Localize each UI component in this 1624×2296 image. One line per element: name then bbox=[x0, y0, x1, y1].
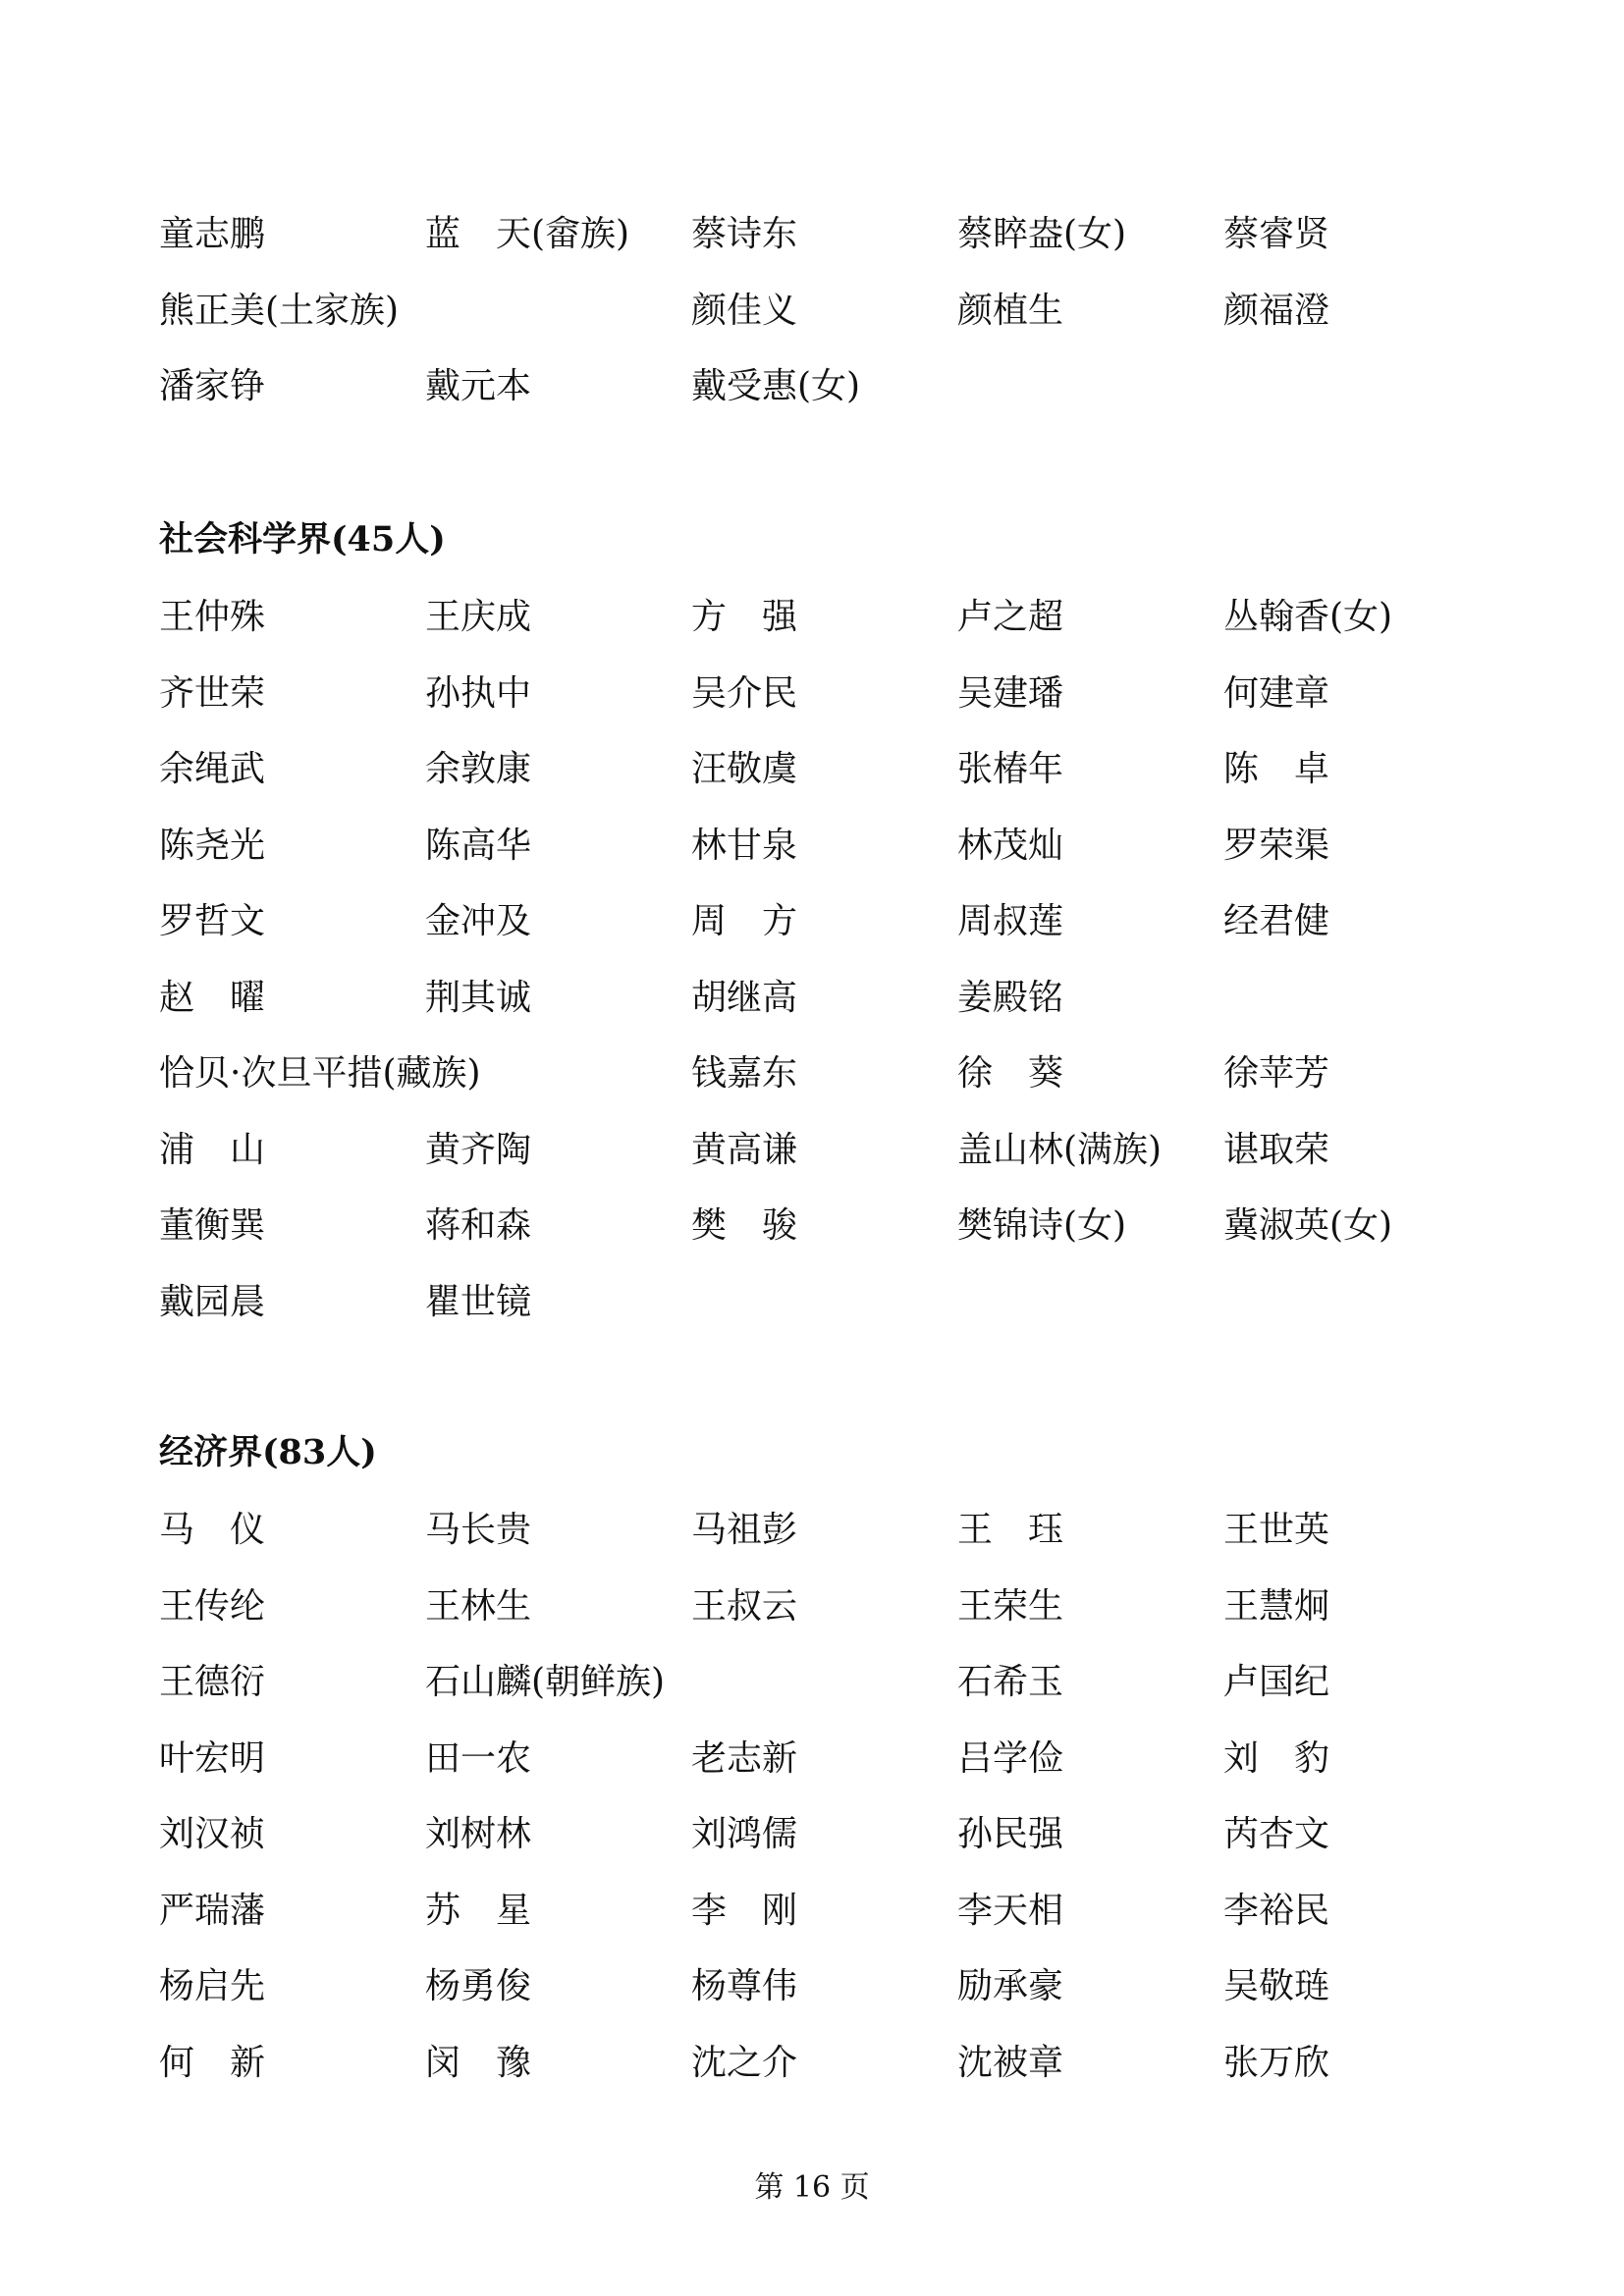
member-name: 谌取荣 bbox=[1223, 1129, 1330, 1170]
name-row bbox=[159, 1586, 1514, 1663]
member-name: 冀淑英(女) bbox=[1223, 1205, 1393, 1246]
member-name: 陈高华 bbox=[425, 825, 532, 866]
member-name: 王庆成 bbox=[425, 597, 532, 637]
member-name: 潘家铮 bbox=[159, 366, 266, 406]
member-name: 浦 山 bbox=[159, 1129, 266, 1170]
member-name: 熊正美(土家族) bbox=[159, 290, 400, 331]
member-name: 吴介民 bbox=[691, 672, 798, 714]
member-name: 沈之介 bbox=[691, 2042, 798, 2083]
member-name: 黄齐陶 bbox=[425, 1129, 532, 1170]
member-name: 王叔云 bbox=[691, 1585, 798, 1627]
member-name: 李 刚 bbox=[691, 1890, 798, 1931]
name-grid bbox=[159, 1510, 1514, 2118]
name-row bbox=[159, 901, 1514, 978]
member-name: 戴元本 bbox=[425, 366, 532, 406]
member-name: 何建章 bbox=[1223, 672, 1330, 714]
member-name: 颜佳义 bbox=[691, 290, 798, 331]
member-name: 蔡睿贤 bbox=[1223, 214, 1330, 254]
member-name: 樊锦诗(女) bbox=[957, 1205, 1127, 1246]
member-name: 石山麟(朝鲜族) bbox=[425, 1662, 666, 1702]
member-name: 丛翰香(女) bbox=[1223, 597, 1393, 637]
member-name: 严瑞藩 bbox=[159, 1890, 266, 1931]
member-name: 刘树林 bbox=[425, 1814, 532, 1854]
member-name: 徐苹芳 bbox=[1223, 1053, 1330, 1094]
member-name: 王荣生 bbox=[957, 1585, 1064, 1627]
member-name: 陈尧光 bbox=[159, 825, 266, 866]
member-name: 盖山林(满族) bbox=[957, 1129, 1163, 1170]
member-name: 蒋和森 bbox=[425, 1205, 532, 1246]
member-name: 胡继高 bbox=[691, 977, 798, 1018]
name-row bbox=[159, 1282, 1514, 1359]
member-name: 沈被章 bbox=[957, 2042, 1064, 2083]
member-name: 荆其诚 bbox=[425, 977, 532, 1018]
member-name: 余绳武 bbox=[159, 749, 266, 789]
member-name: 马 仪 bbox=[159, 1510, 266, 1550]
name-row bbox=[159, 597, 1514, 673]
name-row bbox=[159, 1510, 1514, 1586]
member-name: 李裕民 bbox=[1223, 1890, 1330, 1931]
member-name: 颜福澄 bbox=[1223, 290, 1330, 331]
member-name: 吴建璠 bbox=[957, 672, 1064, 714]
name-row bbox=[159, 1662, 1514, 1738]
name-row bbox=[159, 749, 1514, 826]
member-name: 李天相 bbox=[957, 1890, 1064, 1931]
member-name: 张椿年 bbox=[957, 749, 1064, 789]
name-grid bbox=[159, 597, 1514, 1358]
member-name: 张万欣 bbox=[1223, 2042, 1330, 2083]
member-name: 齐世荣 bbox=[159, 672, 266, 714]
member-name: 周叔莲 bbox=[957, 901, 1064, 941]
member-name: 恰贝·次旦平措(藏族) bbox=[159, 1053, 481, 1094]
member-name: 苏 星 bbox=[425, 1890, 532, 1931]
member-name: 汪敬虞 bbox=[691, 749, 798, 789]
member-name: 田一农 bbox=[425, 1737, 532, 1779]
member-name: 徐 葵 bbox=[957, 1053, 1064, 1094]
member-name: 石希玉 bbox=[957, 1662, 1064, 1702]
name-row bbox=[159, 291, 1514, 367]
member-name: 杨尊伟 bbox=[691, 1966, 798, 2006]
member-name: 吕学俭 bbox=[957, 1737, 1064, 1779]
member-name: 闵 豫 bbox=[425, 2042, 532, 2083]
name-row bbox=[159, 214, 1514, 291]
member-name: 王仲殊 bbox=[159, 597, 266, 637]
member-name: 杨勇俊 bbox=[425, 1966, 532, 2006]
member-name: 林茂灿 bbox=[957, 825, 1064, 866]
name-row bbox=[159, 2043, 1514, 2119]
member-name: 王慧炯 bbox=[1223, 1585, 1330, 1627]
member-name: 罗荣渠 bbox=[1223, 825, 1330, 866]
member-name: 周 方 bbox=[691, 901, 798, 941]
member-name: 吴敬琏 bbox=[1223, 1966, 1330, 2006]
member-name: 王 珏 bbox=[957, 1510, 1064, 1550]
member-name: 王德衍 bbox=[159, 1662, 266, 1702]
member-name: 余敦康 bbox=[425, 749, 532, 789]
member-name: 孙执中 bbox=[425, 672, 532, 714]
member-name: 卢国纪 bbox=[1223, 1662, 1330, 1702]
member-name: 马祖彭 bbox=[691, 1510, 798, 1550]
name-row bbox=[159, 826, 1514, 902]
member-name: 方 强 bbox=[691, 597, 798, 637]
member-name: 杨启先 bbox=[159, 1966, 266, 2006]
name-row bbox=[159, 978, 1514, 1054]
member-name: 赵 曜 bbox=[159, 977, 266, 1018]
member-name: 樊 骏 bbox=[691, 1205, 798, 1246]
member-name: 蔡睟盎(女) bbox=[957, 214, 1127, 254]
name-grid bbox=[159, 214, 1514, 443]
name-row bbox=[159, 1130, 1514, 1206]
name-row bbox=[159, 366, 1514, 443]
member-name: 孙民强 bbox=[957, 1814, 1064, 1854]
member-name: 经君健 bbox=[1223, 901, 1330, 941]
member-name: 刘 豹 bbox=[1223, 1737, 1330, 1779]
member-name: 瞿世镜 bbox=[425, 1281, 532, 1322]
section-title: 经济界(83人) bbox=[159, 1432, 377, 1472]
member-name: 黄高谦 bbox=[691, 1129, 798, 1170]
member-name: 王传纶 bbox=[159, 1585, 266, 1627]
member-name: 林甘泉 bbox=[691, 825, 798, 866]
member-name: 王世英 bbox=[1223, 1510, 1330, 1550]
member-name: 罗哲文 bbox=[159, 901, 266, 941]
member-name: 励承豪 bbox=[957, 1966, 1064, 2006]
section-title: 社会科学界(45人) bbox=[159, 519, 446, 560]
name-row bbox=[159, 1891, 1514, 1967]
member-name: 卢之超 bbox=[957, 597, 1064, 637]
member-name: 董衡巽 bbox=[159, 1205, 266, 1246]
member-name: 芮杏文 bbox=[1223, 1814, 1330, 1854]
member-name: 刘鸿儒 bbox=[691, 1814, 798, 1854]
member-name: 戴园晨 bbox=[159, 1281, 266, 1322]
member-name: 金冲及 bbox=[425, 901, 532, 941]
member-name: 马长贵 bbox=[425, 1510, 532, 1550]
member-name: 老志新 bbox=[691, 1737, 798, 1779]
page-number: 第 16 页 bbox=[754, 2170, 870, 2205]
member-name: 陈 卓 bbox=[1223, 749, 1330, 789]
member-name: 刘汉祯 bbox=[159, 1814, 266, 1854]
member-name: 钱嘉东 bbox=[691, 1053, 798, 1094]
name-row bbox=[159, 673, 1514, 750]
member-name: 颜植生 bbox=[957, 290, 1064, 331]
name-row bbox=[159, 1966, 1514, 2043]
member-name: 何 新 bbox=[159, 2042, 266, 2083]
member-name: 蔡诗东 bbox=[691, 214, 798, 254]
name-row bbox=[159, 1053, 1514, 1130]
name-row bbox=[159, 1814, 1514, 1891]
member-name: 童志鹏 bbox=[159, 214, 266, 254]
member-name: 王林生 bbox=[425, 1585, 532, 1627]
member-name: 叶宏明 bbox=[159, 1737, 266, 1779]
member-name: 戴受惠(女) bbox=[691, 366, 861, 406]
name-row bbox=[159, 1738, 1514, 1815]
name-row bbox=[159, 1205, 1514, 1282]
member-name: 姜殿铭 bbox=[957, 977, 1064, 1018]
member-name: 蓝 天(畲族) bbox=[425, 214, 630, 254]
